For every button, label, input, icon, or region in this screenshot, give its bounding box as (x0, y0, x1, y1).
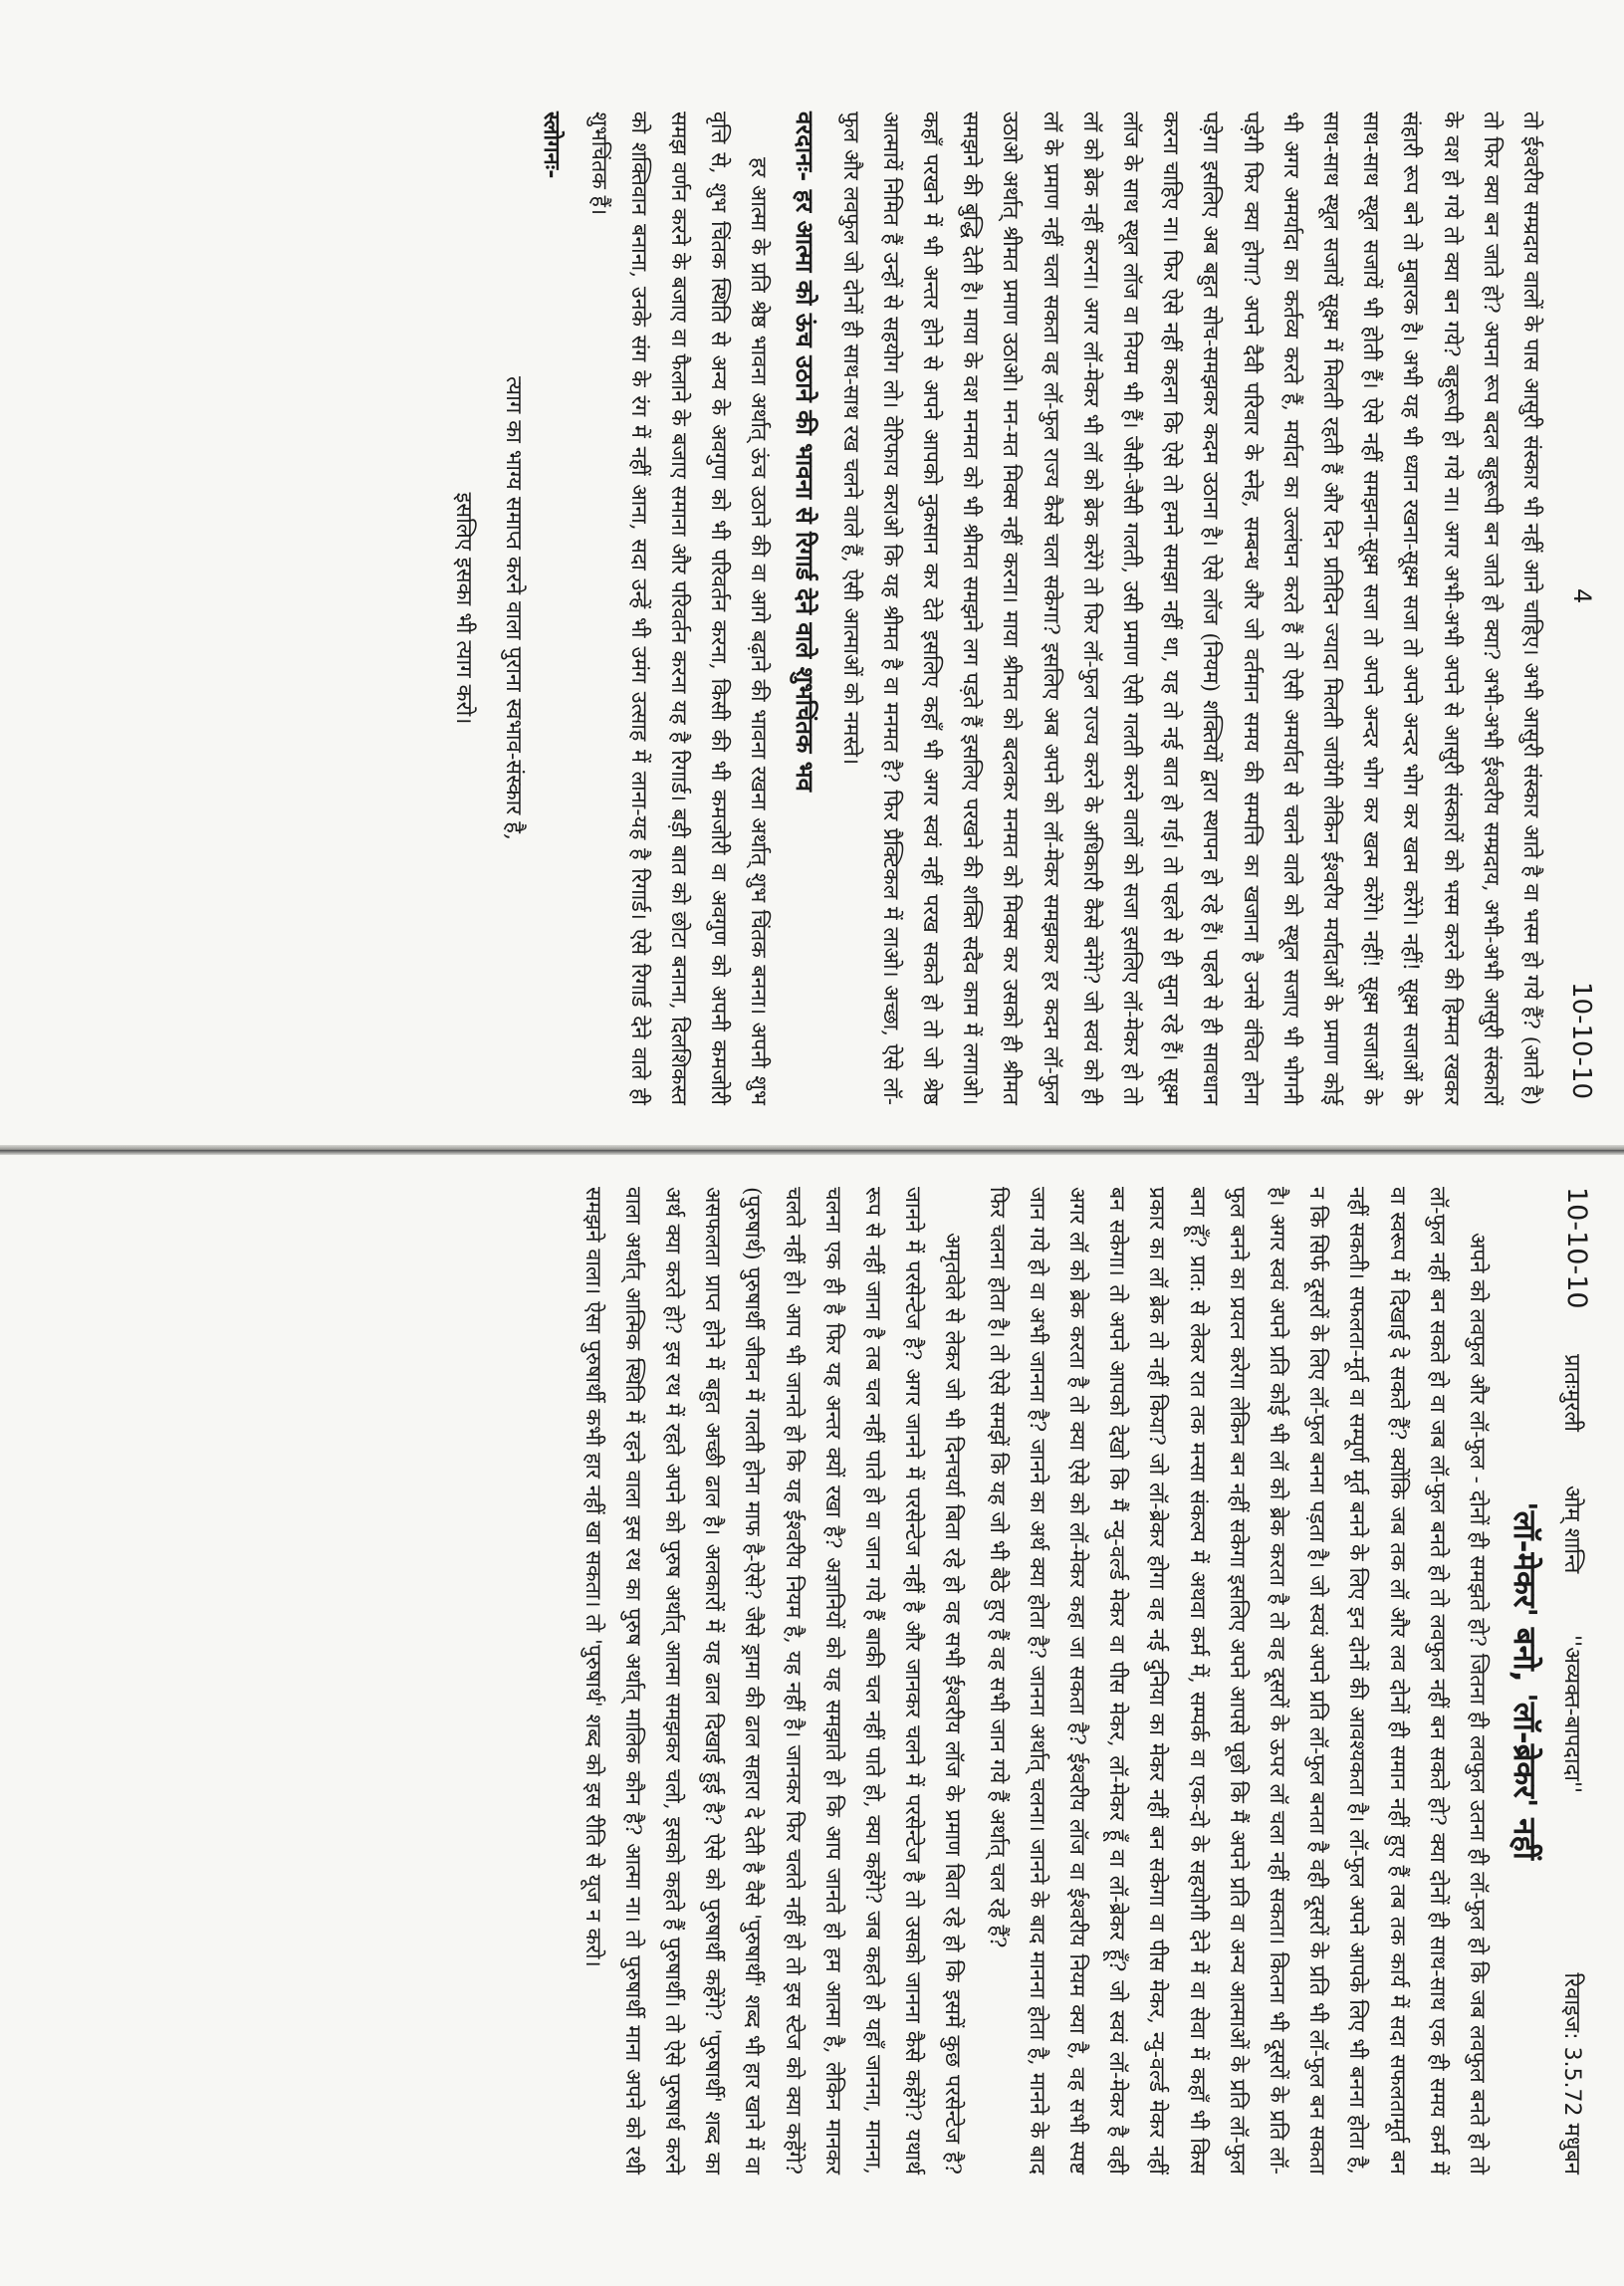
murli-label: प्रातःमुरली (1559, 1354, 1584, 1432)
right-page (0, 1157, 1624, 2286)
page-fold-divider (0, 1145, 1624, 1155)
right-page-paragraph: अपने को लवफुल और लॉ-फुल - दोनों ही समझते हो? जितना ही लवफुल उतना ही लॉ-फुल हो कि जब लवफुल बनते हो तो लॉ-फुल नहीं बन सकते हो वा जब लॉ-फुल बनते हो तो लवफुल नहीं बन सकते हो? क्या दोनों ही साथ-साथ एक ही समय कर्म में वा स्वरूप में दिखाई दे सकते हैं? क्योंकि जब तक लॉ और लव दोनों ही समान नहीं हुए हैं तब तक कार्य में सदा सफलतामूर्त बन नहीं सकती। सफलता-मूर्त वा सम्पूर्ण मूर्त बनने के लिए इन दोनों की आवश्यकता है। लॉ-फुल अपने आपके लिए भी बनना होता है, न कि सिर्फ दूसरों के लिए लॉ-फुल बनना पड़ता है। जो स्वयं अपने प्रति लॉ-फुल बनता है वही दूसरों के प्रति भी लॉ-फुल बन सकता है। अगर स्वयं अपने प्रति कोई भी लॉ को ब्रेक करता है तो वह दूसरों के ऊपर लॉ चला नहीं सकता। कितना भी दूसरों के प्रति लॉ-फुल बनने का प्रयत्न करेगा लेकिन बन नहीं सकेगा इसलिए अपने आपसे पूछो कि मैं अपने प्रति वा अन्य आत्माओं के प्रति लॉ-फुल बना हूँ? प्रात: से लेकर रात तक मन्सा संकल्प में अथवा कर्म में, सम्पर्क वा एक-दो के सहयोगी देने में वा सेवा में कहाँ भी किस प्रकार का लॉ ब्रेक तो नहीं किया? जो लॉ-ब्रेकर होगा वह नई दुनिया का मेकर नहीं बन सकेगा वा पीस मेकर, न्यु-वर्ल्ड मेकर नहीं बन सकेगा। तो अपने आपको देखो कि मैं न्यु-वर्ल्ड मेकर वा पीस मेकर, लॉ-मेकर हूँ वा लॉ-ब्रेकर हूँ? जो स्वयं लॉ-मेकर है वही अगर लॉ को ब्रेक करता है तो क्या ऐसे को लॉ-मेकर कहा जा सकता है? ईश्वरीय लॉज वा ईश्वरीय नियम क्या है, वह सभी स्पष्ट जान गये हो वा अभी जानना है? जानने का अर्थ क्या होता है? जानना अर्थात् चलना। जानने के बाद मानना होता है, मानने के बाद फिर चलना होता है। तो ऐसे समझें कि यह जो भी बैठे हुए हैं वह सभी जान गये हैं अर्थात् चल रहे हैं? (984, 1187, 1490, 2174)
page-number: 4 (1568, 588, 1596, 604)
left-page-paragraph: तो ईश्वरीय सम्प्रदाय वालों के पास आसुरी संस्कार भी नहीं आने चाहिए। अभी आसुरी संस्कार आते है वा भस्म हो गये हैं? (आते है) तो फिर क्या बन जाते हो? अपना रूप बदल बहुरूपी बन जाते हो क्या? अभी-अभी ईश्वरीय सम्प्रदाय, अभी-अभी आसुरी संस्कारों के वश हो गये तो क्या बन गये? बहुरूपी हो गये ना। अगर अभी-अभी अपने से आसुरी संस्कारों को भस्म करने की हिम्मत रखकर संहारी रूप बने तो मुबारक है। अभी यह भी ध्यान रखना-सूक्ष्म सजा तो अपने अन्दर भोग कर खत्म करेंगे। नहीं! सूक्ष्म सजाओं के साथ-साथ स्थूल सजायें भी होती हैं। ऐसे नहीं समझना-सूक्ष्म सजा तो अपने अन्दर भोग कर खत्म करेंगे। नहीं! सूक्ष्म सजाओं के साथ-साथ स्थूल सजायें सूक्ष्म में मिलती रहती हैं और दिन प्रतिदिन ज्यादा मिलती जायेंगी लेकिन ईश्वरीय मर्यादाओं के प्रमाण कोई भी अगर अमर्यादा का कर्तव्य करते हैं, मर्यादा का उल्लंघन करते हैं तो ऐसी अमर्यादा से चलने वाले को स्थूल सजाए भी भोगनी पड़ेगी फिर क्या होगा? अपने दैवी परिवार के स्नेह, सम्बन्ध और जो वर्तमान समय की सम्पत्ति का खजाना है उनसे वंचित होना पड़ेगा इसलिए अब बहुत सोच-समझकर कदम उठाना है। ऐसे लॉज (नियम) शक्तियों द्वारा स्थापन हो रहे हैं। पहले से ही सावधान करना चाहिए ना। फिर ऐसे नहीं कहना कि ऐसे तो हमने समझा नहीं था, यह तो नई बात हो गई। तो पहले से ही सुना रहे हैं। सूक्ष्म लॉज के साथ स्थूल लॉज वा नियम भी हैं। जैसी-जैसी गलती, उसी प्रमाण ऐसी गलती करने वालों को सजा इसलिए लॉ-मेकर हो तो लॉ को ब्रेक नहीं करना। अगर लॉ-मेकर भी लॉ को ब्रेक करेंगे तो फिर लॉ-फुल राज्य करने के अधिकारी कैसे बनेंगे? जो स्वयं को ही लॉ के प्रमाण नहीं चला सकता वह लॉ-फुल राज्य कैसे चला सकेगा? इसलिए अब अपने को लॉ-मेकर समझकर हर कदम लॉ-फुल उठाओ अर्थात् श्रीमत प्रमाण उठाओ। मन-मत मिक्स नहीं करना। माया श्रीमत को बदलकर मनमत को मिक्स कर उसको ही श्रीमत समझने की बुद्धि देती है। माया के वश मनमत को भी श्रीमत समझने लग पड़ते हैं इसलिए परखने की शक्ति सदैव काम में लगाओ। कहाँ परखने में भी अन्तर होने से अपने आपको नुकसान कर देते इसलिए कहाँ भी अगर स्वयं नहीं परख सकते हो तो जो श्रेष्ठ आत्मायें निमित हैं उन्हों से सहयोग लो। वेरिफाय कराओ कि यह श्रीमत है वा मनमत है? फिर प्रैक्टिकल में लाओ। अच्छा, ऐसे लॉ-फुल और लवफुल जो दोनों ही साथ-साथ रख चलने वाले हैं, ऐसी आत्माओं को नमस्ते। (837, 112, 1543, 1105)
murli-title: 'लॉ-मेकर' बनो, 'लॉ-ब्रेकर' नहीं (1507, 1501, 1542, 1860)
om-shanti: ओम् शान्ति (1559, 1486, 1584, 1574)
slogan-line-1: त्याग का भाग्य समाप्त करने वाला पुराना स्वभाव-संस्कार है, (501, 376, 527, 840)
slogan-label: स्लोगनः- (539, 112, 565, 179)
right-page-date: 10-10-10 (1561, 1187, 1592, 1309)
slogan-block (404, 112, 574, 1105)
vardaan-text: हर आत्मा के प्रति श्रेष्ठ भावना अर्थात् ऊंच उठाने की वा आगे बढ़ाने की भावना रखना अर्थात् शुभ चिंतक बनना। अपनी शुभ वृत्ति से, शुभ चिंतक स्थिति से अन्य के अवगुण को भी परिवर्तन करना, किसी की भी कमजोरी वा अवगुण को अपनी कमजोरी समझ वर्णन करने के बजाए वा फैलाने के बजाए समाना और परिवर्तन करना यह है रिगार्ड। बड़ी बात को छोटा बनाना, दिलशिकस्त को शक्तिवान बनाना, उनके संग के रंग में नहीं आना, सदा उन्हें भी उमंग उत्साह में लाना-यह है रिगार्ड। ऐसे रिगार्ड देने वाले ही शुभचिंतक हैं। (585, 112, 772, 1105)
bapdada-label: ''अव्यक्त-बापदादा'' (1559, 1635, 1584, 1794)
left-page-date: 10-10-10 (1566, 981, 1596, 1099)
vardaan-heading: वरदानः- हर आत्मा को ऊंच उठाने की भावना से रिगार्ड देने वाले शुभचिंतक भव (791, 112, 819, 792)
slogan-line-2: इसलिए इसका भी त्याग करो। (451, 492, 477, 725)
right-page-paragraph: अमृतवेले से लेकर जो भी दिनचर्या बिता रहे हो वह सभी ईश्वरीय लॉज के प्रमाण बिता रहे हो कि इसमें कुछ परसेन्टेज है? जानने में परसेन्टेज है? अगर जानने में परसेन्टेज नहीं है और जानकर चलने में परसेन्टेज है तो उसको जानना कैसे कहेंगे? यथार्थ रूप से नहीं जाना है तब चल नहीं पाते हो वा जान गये हैं बाकी चल नहीं पाते हो, क्या कहेंगे? जब कहते हो यहाँ जानना, मानना, चलना एक ही है फिर यह अन्तर क्यों रखा है? अज्ञानियों को यह समझाते हो कि आप जानते हो हम आत्मा है, लेकिन मानकर चलते नहीं हो। आप भी जानते हो कि यह ईश्वरीय नियम है, यह नहीं है। जानकर फिर चलते नहीं हो तो इस स्टेज को क्या कहेंगे? (पुरुषार्थ) पुरुषार्थी जीवन में गलती होना माफ है-ऐसे? जैसे ड्रामा की ढाल सहारा दे देती है वैसे 'पुरुषार्थी' शब्द भी हार खाने में वा असफलता प्राप्त होने में बहुत अच्छी ढाल है। अलकारों में यह ढाल दिखाई हुई है? ऐसे को पुरुषार्थी कहेंगे? 'पुरुषार्थी' शब्द का अर्थ क्या करते हो? इस रथ में रहते अपने को पुरुष अर्थात् आत्मा समझकर चलो, इसको कहते हैं पुरुषार्थी। तो ऐसे पुरुषार्थ करने वाला अर्थात् आत्मिक स्थिति में रहने वाला इस रथ का पुरुष अर्थात् मालिक कौन है? आत्मा ना। तो पुरुषार्थी माना अपने को रथी समझने वाला। ऐसा पुरुषार्थी कभी हार नहीं खा सकता। तो 'पुरुषार्थ' शब्द को इस रीति से यूज न करो। (580, 1187, 966, 2174)
left-page-header (1550, 112, 1606, 1105)
revised-label: रिवाइज: 3.5.72 मधुबन (1559, 1972, 1584, 2174)
right-page-header (1550, 1187, 1606, 2174)
